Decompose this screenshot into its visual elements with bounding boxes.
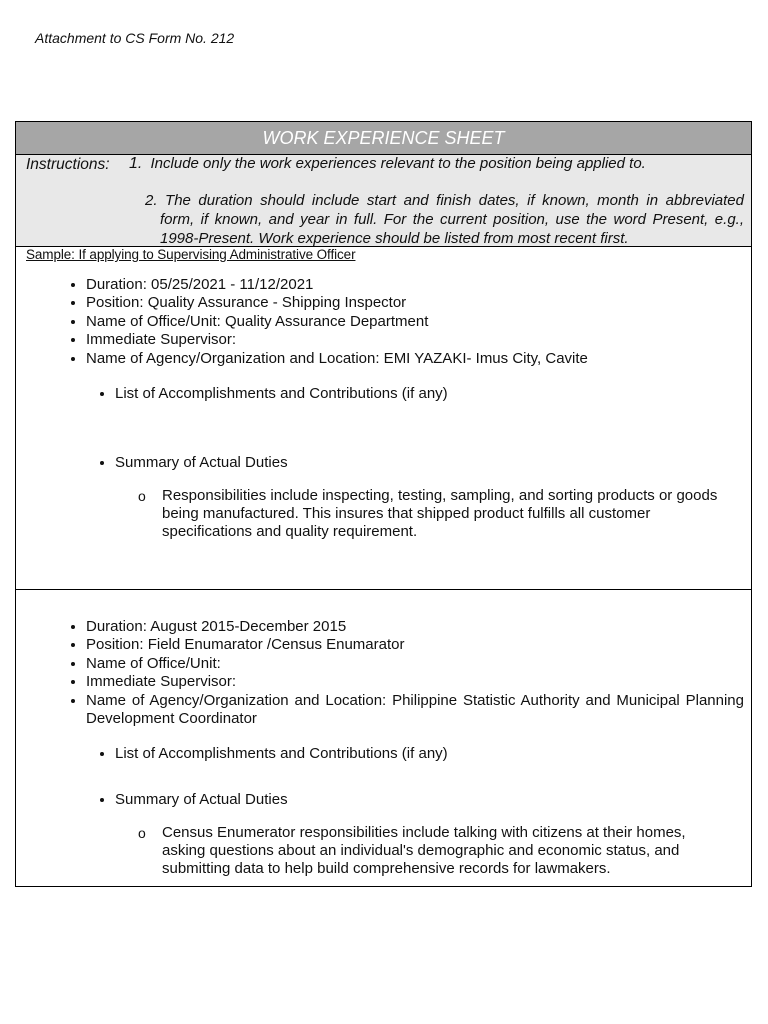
entry-position: • Position: Quality Assurance - Shipping Inspector bbox=[86, 294, 751, 312]
entry-1 bbox=[16, 276, 751, 541]
entry-accomplishments-label: • List of Accomplishments and Contributions (if any) bbox=[115, 385, 751, 403]
entry-agency: • Name of Agency/Organization and Location: EMI YAZAKI- Imus City, Cavite bbox=[86, 350, 751, 368]
entry-duties-description: Responsibilities include inspecting, testing, sampling, and sorting products or goods being manufactured. This insures that shipped product fulfills all customer specifications and quality requirement. bbox=[162, 487, 718, 541]
instruction-item-2 bbox=[127, 191, 744, 248]
entry-position: • Position: Field Enumarator /Census Enumarator bbox=[86, 636, 744, 654]
instructions-label: Instructions: bbox=[26, 156, 110, 173]
second-entry-section bbox=[16, 590, 751, 886]
entry-accomplishments-label: • List of Accomplishments and Contributions (if any) bbox=[115, 745, 751, 763]
instruction-2-line1: 2. The duration should include start and finish dates, if known, month in abbreviated bbox=[145, 192, 744, 209]
entry-supervisor: • Immediate Supervisor: bbox=[86, 673, 744, 691]
entry-office: • Name of Office/Unit: bbox=[86, 655, 744, 673]
instruction-2-continuation: form, if known, and year in full. For the current position, use the word Present, e.g., 1998-Present. Work experience should be listed from most recent first. bbox=[160, 211, 744, 247]
entry-duties-text bbox=[138, 824, 751, 878]
entry-office: • Name of Office/Unit: Quality Assurance Department bbox=[86, 313, 751, 331]
entry-2 bbox=[16, 618, 751, 878]
sheet-title: WORK EXPERIENCE SHEET bbox=[16, 122, 751, 155]
work-experience-sheet bbox=[15, 121, 752, 887]
sample-heading: Sample: If applying to Supervising Administrative Officer bbox=[26, 247, 356, 262]
entry-duration: • Duration: 05/25/2021 - 11/12/2021 bbox=[86, 276, 751, 294]
circle-bullet-icon: o bbox=[138, 488, 146, 505]
attachment-label: Attachment to CS Form No. 212 bbox=[35, 30, 235, 46]
circle-bullet-icon: o bbox=[138, 825, 146, 842]
entry-agency: • Name of Agency/Organization and Location: Philippine Statistic Authority and Municipal Planning Development Coordinator bbox=[86, 692, 744, 729]
instruction-1-text: Include only the work experiences relevant to the position being applied to. bbox=[150, 155, 646, 172]
sample-entry-section bbox=[16, 247, 751, 590]
instruction-1-number: 1. bbox=[129, 155, 143, 172]
instruction-item-1 bbox=[129, 155, 646, 173]
entry-duties-label: • Summary of Actual Duties bbox=[115, 454, 751, 472]
entry-supervisor: • Immediate Supervisor: bbox=[86, 331, 751, 349]
entry-duration: • Duration: August 2015-December 2015 bbox=[86, 618, 744, 636]
instructions-box bbox=[16, 155, 751, 247]
entry-duties-text bbox=[138, 487, 751, 541]
entry-duties-description: Census Enumerator responsibilities include talking with citizens at their homes, asking questions about an individual's demographic and economic status, and submitting data to help build comprehensive records for lawmakers. bbox=[162, 824, 686, 878]
entry-duties-label: • Summary of Actual Duties bbox=[115, 791, 751, 809]
